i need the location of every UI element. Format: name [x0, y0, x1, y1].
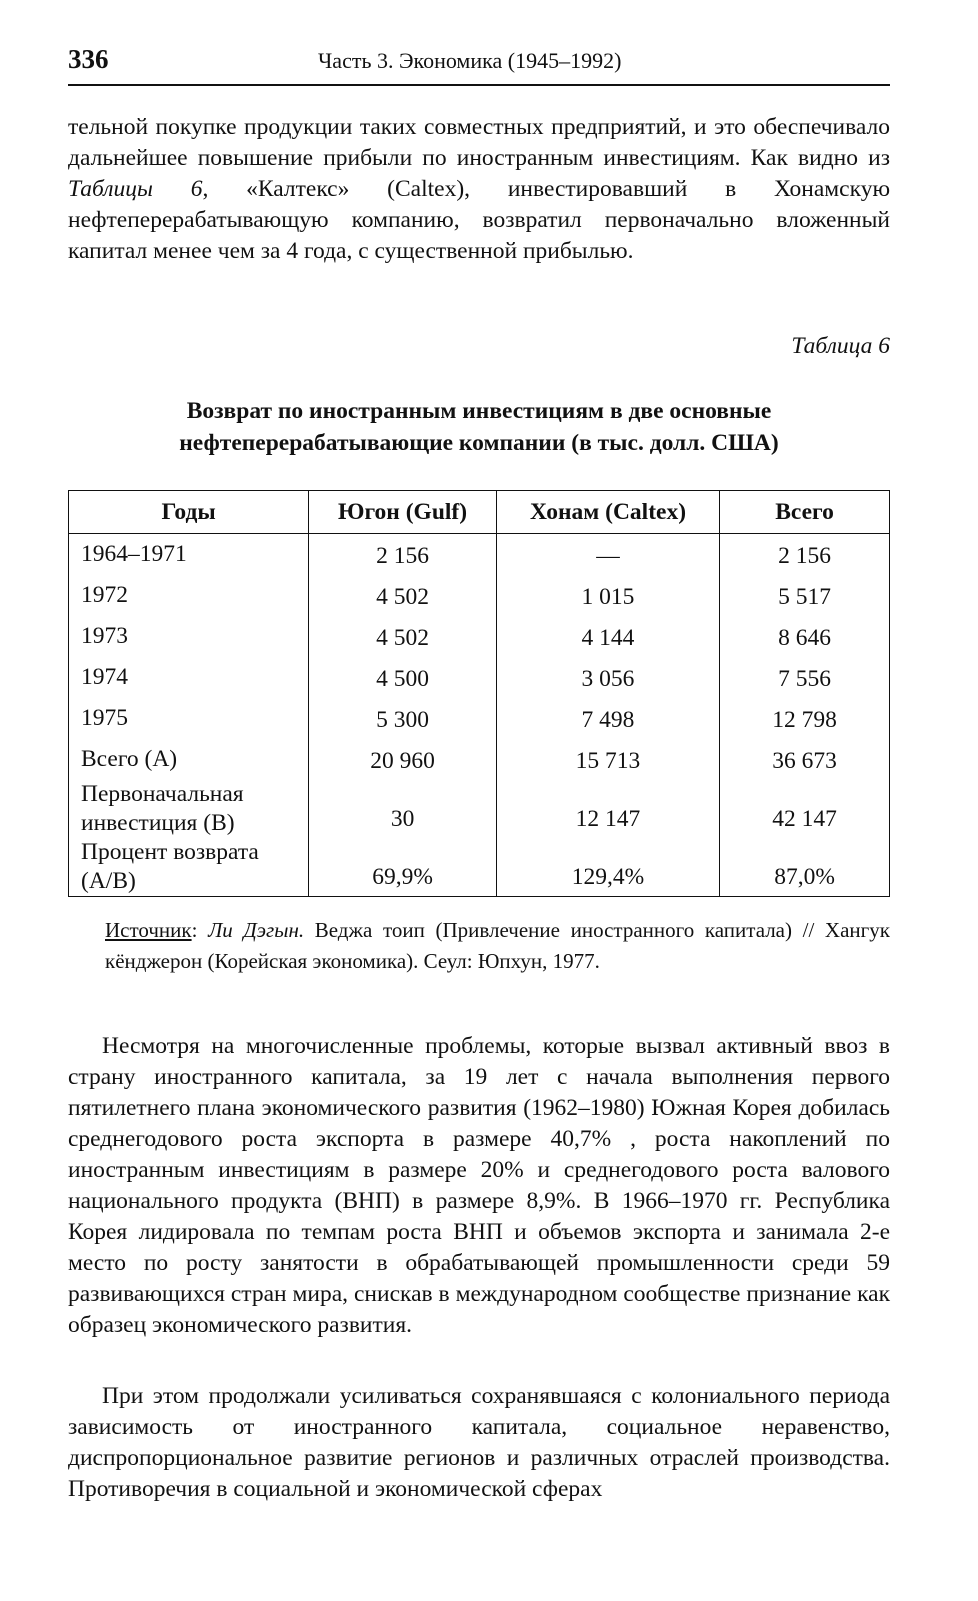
cell-gulf: 20 960 — [309, 739, 497, 780]
header-caltex: Хонам (Caltex) — [496, 491, 719, 534]
paragraph-contradictions: При этом продолжали усиливаться сохранявшаяся с колониального периода зависимость от иностранного капитала, социальное неравенство, диспропорциональное развитие регионов и различных отраслей производства. Противоречия в социальной и экономической сферах — [68, 1383, 890, 1502]
cell-gulf: 4 500 — [309, 657, 497, 698]
cell-gulf: 4 502 — [309, 616, 497, 657]
table-title — [68, 395, 890, 459]
row-label — [69, 838, 309, 897]
row-label-line-1: Процент возврата — [81, 839, 259, 865]
table-header-row — [69, 491, 890, 534]
cell-total: 2 156 — [720, 534, 890, 576]
table-label: Таблица 6 — [791, 333, 890, 359]
source-author: Ли Дэгын. — [208, 918, 305, 942]
row-label-line-2: (А/В) — [81, 868, 136, 894]
cell-caltex: — — [496, 534, 719, 576]
header-gulf: Югон (Gulf) — [309, 491, 497, 534]
cell-total: 8 646 — [720, 616, 890, 657]
source-text: Веджа тоип (Привлечение иностранного капитала) // Хангук кёнджерон (Корейская экономика). Сеул: Юпхун, 1977. — [105, 918, 890, 973]
row-label: 1973 — [69, 616, 309, 657]
paragraph-intro — [68, 112, 890, 267]
cell-total: 5 517 — [720, 575, 890, 616]
table-title-line-1: Возврат по иностранным инвестициям в две основные — [186, 398, 772, 424]
row-label: 1974 — [69, 657, 309, 698]
row-label: 1972 — [69, 575, 309, 616]
returns-table — [68, 490, 890, 897]
running-title: Часть 3. Экономика (1945–1992) — [318, 48, 622, 73]
header-years: Годы — [69, 491, 309, 534]
page-number: 336 — [68, 44, 109, 74]
row-label: 1964–1971 — [69, 534, 309, 576]
table-row — [69, 739, 890, 780]
cell-gulf: 2 156 — [309, 534, 497, 576]
table-reference: Таблицы 6 — [68, 176, 203, 202]
cell-caltex: 129,4% — [496, 838, 719, 897]
source-label: Источник — [105, 918, 192, 942]
paragraph-intro-text-a: тельной покупке продукции таких совместных предприятий, и это обеспечивало дальнейшее повышение прибыли по иностранным инвестициям. Как видно из — [68, 114, 890, 171]
cell-gulf: 5 300 — [309, 698, 497, 739]
table-title-line-2: нефтеперерабатывающие компании (в тыс. долл. США) — [179, 430, 779, 456]
cell-caltex: 7 498 — [496, 698, 719, 739]
header-total: Всего — [720, 491, 890, 534]
cell-caltex: 1 015 — [496, 575, 719, 616]
row-label-line-2: инвестиция (В) — [81, 810, 235, 836]
cell-total: 36 673 — [720, 739, 890, 780]
table-row — [69, 657, 890, 698]
table-source-note: Источник: Ли Дэгын. Веджа тоип (Привлечение иностранного капитала) // Хангук кёнджерон (Корейская экономика). Сеул: Юпхун, 1977. — [105, 918, 890, 973]
paragraph-intro-text-b: , «Калтекс» (Caltex), инвестировавший в Хонамскую нефтеперерабатывающую компанию, возвратил первоначально вложенный капитал менее чем за 4 года, с существенной прибылью. — [68, 176, 891, 264]
table-row-initial-investment — [69, 780, 890, 838]
cell-gulf: 69,9% — [309, 838, 497, 897]
table-row — [69, 616, 890, 657]
cell-caltex: 15 713 — [496, 739, 719, 780]
paragraph-growth: Несмотря на многочисленные проблемы, которые вызвал активный ввоз в страну иностранного капитала, за 19 лет с начала выполнения первого пятилетнего плана экономического развития (1962–1980) Южная Корея добилась среднегодового роста экспорта в размере 40,7% , роста накоплений по иностранным инвестициям в размере 20% и среднегодового роста валового национального продукта (ВНП) в размере 8,9%. В 1966–1970 гг. Республика Корея лидировала по темпам роста ВНП и объемов экспорта и занимала 2-е место по росту занятости в обрабатывающей промышленности среди 59 развивающихся стран мира, снискав в международном сообществе признание как образец экономического развития. — [68, 1033, 890, 1338]
table-row — [69, 575, 890, 616]
cell-caltex: 12 147 — [496, 780, 719, 838]
row-label-line-1: Первоначальная — [81, 781, 244, 807]
cell-caltex: 4 144 — [496, 616, 719, 657]
cell-gulf: 4 502 — [309, 575, 497, 616]
table-row-return-percent — [69, 838, 890, 897]
table-row — [69, 534, 890, 576]
cell-caltex: 3 056 — [496, 657, 719, 698]
row-label: 1975 — [69, 698, 309, 739]
cell-total: 87,0% — [720, 838, 890, 897]
row-label: Всего (А) — [69, 739, 309, 780]
cell-total: 12 798 — [720, 698, 890, 739]
page-header — [68, 44, 890, 86]
cell-total: 42 147 — [720, 780, 890, 838]
table-row — [69, 698, 890, 739]
row-label — [69, 780, 309, 838]
cell-gulf: 30 — [309, 780, 497, 838]
cell-total: 7 556 — [720, 657, 890, 698]
